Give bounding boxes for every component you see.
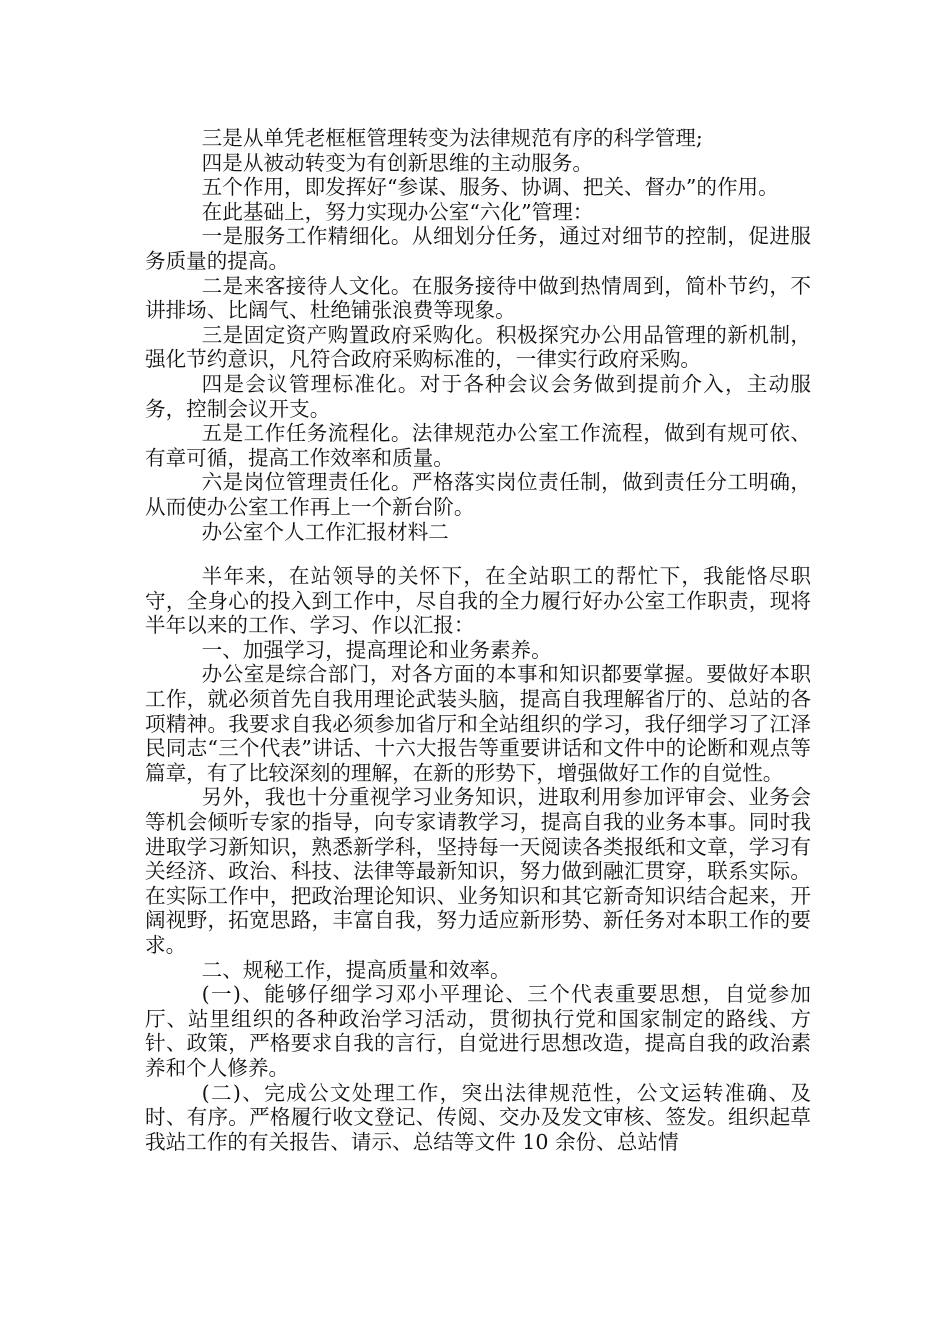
blank-line	[145, 544, 811, 564]
paragraph: (二)、完成公文处理工作，突出法律规范性，公文运转准确、及时、有序。严格履行收文登记、传阅、交办及发文审核、签发。组织起草我站工作的有关报告、请示、总结等文件 10 余份、总站情	[145, 1080, 811, 1154]
paragraph: 六是岗位管理责任化。严格落实岗位责任制，做到责任分工明确，从而使办公室工作再上一个新台阶。	[145, 470, 811, 519]
paragraph: 二、规秘工作，提高质量和效率。	[201, 957, 511, 982]
paragraph: 五个作用，即发挥好“参谋、服务、协调、把关、督办”的作用。	[201, 175, 779, 200]
paragraph: 半年来，在站领导的关怀下，在全站职工的帮忙下，我能恪尽职守，全身心的投入到工作中，尽自我的全力履行好办公室工作职责，现将半年以来的工作、学习、作以汇报：	[145, 564, 811, 638]
paragraph: 办公室是综合部门，对各方面的本事和知识都要掌握。要做好本职工作，就必须首先自我用理论武装头脑，提高自我理解省厅的、总站的各项精神。我要求自我必须参加省厅和全站组织的学习，我仔细学习了江泽民同志“三个代表”讲话、十六大报告等重要讲话和文件中的论断和观点等篇章，有了比较深刻的理解，在新的形势下，增强做好工作的自觉性。	[145, 662, 811, 785]
paragraph: 二是来客接待人文化。在服务接待中做到热情周到，简朴节约，不讲排场、比阔气、杜绝铺张浪费等现象。	[145, 273, 811, 323]
paragraph: 一、加强学习，提高理论和业务素养。	[201, 637, 552, 662]
paragraph: 一是服务工作精细化。从细划分任务，通过对细节的控制，促进服务质量的提高。	[145, 224, 811, 273]
paragraph: (一)、能够仔细学习邓小平理论、三个代表重要思想，自觉参加厅、站里组织的各种政治学习活动，贯彻执行党和国家制定的路线、方针、政策，严格要求自我的言行，自觉进行思想改造，提高自我的政治素养和个人修养。	[145, 982, 811, 1080]
paragraph: 五是工作任务流程化。法律规范办公室工作流程，做到有规可依、有章可循，提高工作效率和质量。	[145, 421, 811, 470]
paragraph: 四是会议管理标准化。对于各种会议会务做到提前介入，主动服务，控制会议开支。	[145, 371, 811, 421]
paragraph: 四是从被动转变为有创新思维的主动服务。	[201, 150, 593, 175]
document-page	[145, 126, 811, 1154]
paragraph: 三是固定资产购置政府采购化。积极探究办公用品管理的新机制，强化节约意识，凡符合政府采购标准的，一律实行政府采购。	[145, 322, 811, 372]
paragraph: 另外，我也十分重视学习业务知识，进取利用参加评审会、业务会等机会倾听专家的指导，向专家请教学习，提高自我的业务本事。同时我进取学习新知识，熟悉新学科，坚持每一天阅读各类报纸和文章，学习有关经济、政治、科技、法律等最新知识，努力做到融汇贯穿，联系实际。在实际工作中，把政治理论知识、业务知识和其它新奇知识结合起来，开阔视野，拓宽思路，丰富自我，努力适应新形势、新任务对本职工作的要求。	[145, 785, 811, 957]
paragraph: 在此基础上，努力实现办公室“六化”管理：	[201, 199, 594, 224]
paragraph: 三是从单凭老框框管理转变为法律规范有序的科学管理;	[201, 126, 703, 150]
section-heading: 办公室个人工作汇报材料二	[201, 519, 449, 544]
